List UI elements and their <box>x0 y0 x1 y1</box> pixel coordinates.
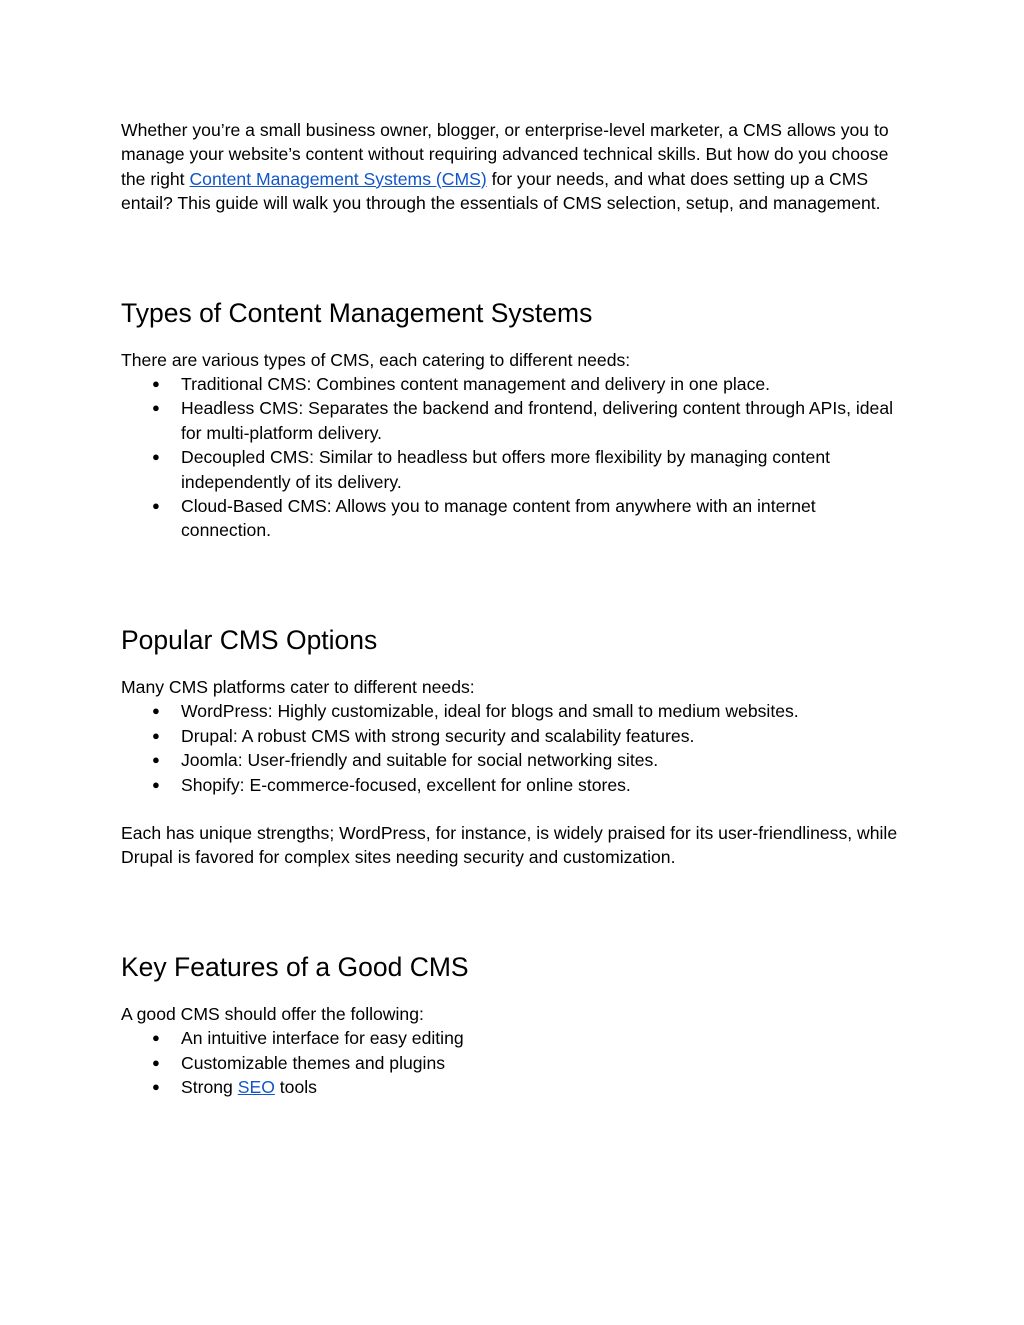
types-lead: There are various types of CMS, each catering to different needs: <box>121 349 631 370</box>
bullet-icon: ● <box>152 400 160 416</box>
list-item-text: Traditional CMS: Combines content management and delivery in one place. <box>181 374 771 395</box>
list-item-text: An intuitive interface for easy editing <box>181 1028 464 1049</box>
bullet-icon: ● <box>152 703 160 719</box>
list-item <box>152 724 904 748</box>
seo-item-after: tools <box>274 1076 317 1097</box>
bullet-icon: ● <box>152 1078 160 1094</box>
list-item <box>152 773 904 797</box>
bullet-icon: ● <box>152 727 160 743</box>
bullet-icon: ● <box>152 752 160 768</box>
list-item-text: Drupal: A robust CMS with strong security and scalability features. <box>181 725 695 746</box>
list-item <box>152 372 904 396</box>
cms-link[interactable]: Content Management Systems (CMS) <box>189 168 487 189</box>
popular-lead: Many CMS platforms cater to different needs: <box>121 676 475 697</box>
list-item <box>152 699 904 723</box>
types-list <box>121 372 904 543</box>
types-heading: Types of Content Management Systems <box>121 297 593 328</box>
list-item-text: WordPress: Highly customizable, ideal for blogs and small to medium websites. <box>181 701 799 722</box>
list-item-text: Decoupled CMS: Similar to headless but offers more flexibility by managing content independently of its delivery. <box>181 447 831 492</box>
seo-item-before: Strong <box>181 1076 238 1097</box>
intro-text-before-link: Whether you’re a small business owner, blogger, or enterprise-level marketer, a CMS allows you to manage your website’s content without requiring advanced technical skills. But how do you choose the right <box>121 120 889 189</box>
list-item-text: Shopify: E-commerce-focused, excellent for online stores. <box>181 774 631 795</box>
list-item-text: Headless CMS: Separates the backend and frontend, delivering content through APIs, ideal for multi-platform delivery. <box>181 398 894 443</box>
features-heading: Key Features of a Good CMS <box>121 951 469 982</box>
list-item-text: Cloud-Based CMS: Allows you to manage content from anywhere with an internet connection. <box>181 496 816 541</box>
features-list <box>121 1026 904 1099</box>
bullet-icon: ● <box>152 1030 160 1046</box>
features-lead: A good CMS should offer the following: <box>121 1003 424 1024</box>
list-item <box>152 748 904 772</box>
list-item <box>152 445 904 494</box>
list-item-text: Joomla: User-friendly and suitable for social networking sites. <box>181 750 659 771</box>
popular-heading: Popular CMS Options <box>121 624 378 655</box>
list-item <box>152 1075 904 1099</box>
bullet-icon: ● <box>152 776 160 792</box>
bullet-icon: ● <box>152 1054 160 1070</box>
list-item <box>152 1026 904 1050</box>
list-item-text: Customizable themes and plugins <box>181 1052 446 1073</box>
bullet-icon: ● <box>152 498 160 514</box>
intro-text-after-link: for your needs, and what does setting up a CMS entail? This guide will walk you through the essentials of CMS selection, setup, and management. <box>121 168 881 214</box>
intro-paragraph <box>121 118 904 216</box>
popular-list <box>121 699 904 797</box>
list-item <box>152 396 904 445</box>
list-item <box>152 494 904 543</box>
list-item <box>152 1051 904 1075</box>
bullet-icon: ● <box>152 376 160 392</box>
bullet-icon: ● <box>152 449 160 465</box>
popular-closing-paragraph: Each has unique strengths; WordPress, for instance, is widely praised for its user-friendliness, while Drupal is favored for complex sites needing security and customization. <box>121 822 898 868</box>
seo-link[interactable]: SEO <box>237 1076 275 1097</box>
